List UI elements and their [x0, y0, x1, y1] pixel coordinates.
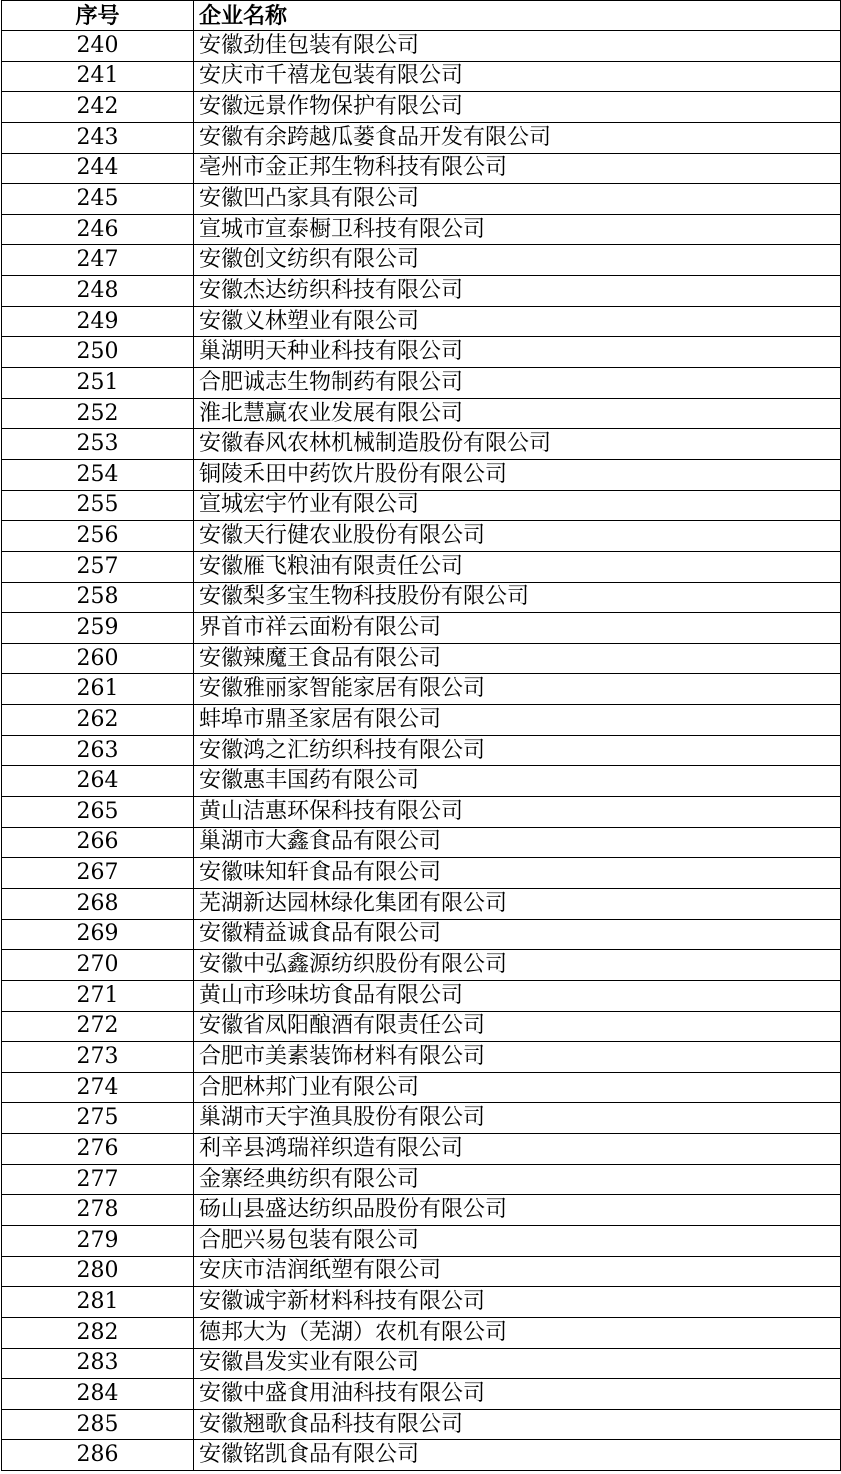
- table-header-row: [2, 1, 841, 31]
- company-name-cell: 安庆市洁润纸塑有限公司: [194, 1256, 841, 1287]
- table-row: [2, 368, 841, 399]
- table-row: [2, 980, 841, 1011]
- table-row: [2, 827, 841, 858]
- table-row: [2, 153, 841, 184]
- table-row: [2, 337, 841, 368]
- serial-number-cell: 245: [2, 184, 194, 215]
- company-name-cell: 黄山洁惠环保科技有限公司: [194, 797, 841, 828]
- company-name-cell: 安徽诚宇新材料科技有限公司: [194, 1287, 841, 1318]
- serial-number-cell: 278: [2, 1195, 194, 1226]
- company-name-cell: 安徽惠丰国药有限公司: [194, 766, 841, 797]
- company-name-cell: 巢湖市大鑫食品有限公司: [194, 827, 841, 858]
- table-row: [2, 1409, 841, 1440]
- company-name-cell: 合肥兴易包装有限公司: [194, 1225, 841, 1256]
- serial-number-cell: 274: [2, 1072, 194, 1103]
- table-row: [2, 735, 841, 766]
- table-row: [2, 1011, 841, 1042]
- table-row: [2, 1256, 841, 1287]
- serial-number-cell: 268: [2, 888, 194, 919]
- serial-number-cell: 251: [2, 368, 194, 399]
- table-row: [2, 1317, 841, 1348]
- company-name-cell: 安徽翘歌食品科技有限公司: [194, 1409, 841, 1440]
- serial-number-cell: 263: [2, 735, 194, 766]
- serial-number-cell: 267: [2, 858, 194, 889]
- table-row: [2, 705, 841, 736]
- serial-number-cell: 247: [2, 245, 194, 276]
- serial-number-cell: 275: [2, 1103, 194, 1134]
- table-row: [2, 643, 841, 674]
- company-name-cell: 金寨经典纺织有限公司: [194, 1164, 841, 1195]
- company-name-cell: 安庆市千禧龙包装有限公司: [194, 61, 841, 92]
- serial-number-cell: 281: [2, 1287, 194, 1318]
- company-name-cell: 安徽铭凯食品有限公司: [194, 1440, 841, 1471]
- serial-number-cell: 279: [2, 1225, 194, 1256]
- serial-number-cell: 269: [2, 919, 194, 950]
- serial-number-cell: 272: [2, 1011, 194, 1042]
- company-name-cell: 合肥市美素装饰材料有限公司: [194, 1042, 841, 1073]
- company-name-cell: 芜湖新达园林绿化集团有限公司: [194, 888, 841, 919]
- company-name-cell: 黄山市珍味坊食品有限公司: [194, 980, 841, 1011]
- serial-number-cell: 252: [2, 398, 194, 429]
- company-name-cell: 合肥诚志生物制药有限公司: [194, 368, 841, 399]
- company-name-cell: 安徽杰达纺织科技有限公司: [194, 276, 841, 307]
- serial-number-cell: 270: [2, 950, 194, 981]
- table-row: [2, 613, 841, 644]
- company-name-cell: 安徽味知轩食品有限公司: [194, 858, 841, 889]
- company-name-cell: 安徽有余跨越瓜蒌食品开发有限公司: [194, 122, 841, 153]
- table-body: [2, 31, 841, 1471]
- table-row: [2, 797, 841, 828]
- company-name-cell: 宣城市宣泰橱卫科技有限公司: [194, 214, 841, 245]
- company-name-cell: 安徽雁飞粮油有限责任公司: [194, 551, 841, 582]
- company-name-cell: 淮北慧赢农业发展有限公司: [194, 398, 841, 429]
- serial-number-cell: 286: [2, 1440, 194, 1471]
- serial-number-cell: 246: [2, 214, 194, 245]
- table-row: [2, 184, 841, 215]
- serial-number-cell: 277: [2, 1164, 194, 1195]
- company-name-cell: 宣城宏宇竹业有限公司: [194, 490, 841, 521]
- table-row: [2, 459, 841, 490]
- header-serial-number: 序号: [2, 1, 194, 31]
- company-name-cell: 利辛县鸿瑞祥织造有限公司: [194, 1134, 841, 1165]
- table-row: [2, 1164, 841, 1195]
- serial-number-cell: 262: [2, 705, 194, 736]
- company-name-cell: 安徽梨多宝生物科技股份有限公司: [194, 582, 841, 613]
- table-row: [2, 919, 841, 950]
- company-name-cell: 安徽中弘鑫源纺织股份有限公司: [194, 950, 841, 981]
- company-name-cell: 蚌埠市鼎圣家居有限公司: [194, 705, 841, 736]
- table-row: [2, 31, 841, 62]
- company-name-cell: 安徽省凤阳酿酒有限责任公司: [194, 1011, 841, 1042]
- table-row: [2, 214, 841, 245]
- serial-number-cell: 256: [2, 521, 194, 552]
- table-row: [2, 1103, 841, 1134]
- company-name-cell: 亳州市金正邦生物科技有限公司: [194, 153, 841, 184]
- company-name-cell: 安徽创文纺织有限公司: [194, 245, 841, 276]
- table-row: [2, 490, 841, 521]
- table-row: [2, 1195, 841, 1226]
- serial-number-cell: 282: [2, 1317, 194, 1348]
- table-row: [2, 551, 841, 582]
- serial-number-cell: 250: [2, 337, 194, 368]
- company-table: [1, 0, 841, 1471]
- serial-number-cell: 240: [2, 31, 194, 62]
- serial-number-cell: 266: [2, 827, 194, 858]
- company-name-cell: 砀山县盛达纺织品股份有限公司: [194, 1195, 841, 1226]
- table-row: [2, 276, 841, 307]
- company-name-cell: 界首市祥云面粉有限公司: [194, 613, 841, 644]
- serial-number-cell: 242: [2, 92, 194, 123]
- serial-number-cell: 243: [2, 122, 194, 153]
- serial-number-cell: 259: [2, 613, 194, 644]
- serial-number-cell: 280: [2, 1256, 194, 1287]
- serial-number-cell: 248: [2, 276, 194, 307]
- table-row: [2, 1225, 841, 1256]
- serial-number-cell: 260: [2, 643, 194, 674]
- serial-number-cell: 257: [2, 551, 194, 582]
- serial-number-cell: 254: [2, 459, 194, 490]
- company-name-cell: 合肥林邦门业有限公司: [194, 1072, 841, 1103]
- table-row: [2, 766, 841, 797]
- table-row: [2, 1440, 841, 1471]
- company-name-cell: 安徽远景作物保护有限公司: [194, 92, 841, 123]
- company-name-cell: 安徽鸿之汇纺织科技有限公司: [194, 735, 841, 766]
- table-row: [2, 674, 841, 705]
- company-name-cell: 安徽辣魔王食品有限公司: [194, 643, 841, 674]
- table-row: [2, 245, 841, 276]
- table-row: [2, 1042, 841, 1073]
- table-row: [2, 398, 841, 429]
- serial-number-cell: 241: [2, 61, 194, 92]
- company-name-cell: 安徽春风农林机械制造股份有限公司: [194, 429, 841, 460]
- company-name-cell: 巢湖市天宇渔具股份有限公司: [194, 1103, 841, 1134]
- serial-number-cell: 284: [2, 1379, 194, 1410]
- table-row: [2, 521, 841, 552]
- company-name-cell: 安徽雅丽家智能家居有限公司: [194, 674, 841, 705]
- company-name-cell: 铜陵禾田中药饮片股份有限公司: [194, 459, 841, 490]
- table-row: [2, 1348, 841, 1379]
- serial-number-cell: 249: [2, 306, 194, 337]
- table-row: [2, 122, 841, 153]
- serial-number-cell: 285: [2, 1409, 194, 1440]
- table-row: [2, 582, 841, 613]
- table-row: [2, 1134, 841, 1165]
- serial-number-cell: 273: [2, 1042, 194, 1073]
- company-name-cell: 安徽劲佳包装有限公司: [194, 31, 841, 62]
- company-name-cell: 安徽凹凸家具有限公司: [194, 184, 841, 215]
- table-row: [2, 61, 841, 92]
- table-row: [2, 429, 841, 460]
- table-row: [2, 1379, 841, 1410]
- table-row: [2, 888, 841, 919]
- table-row: [2, 950, 841, 981]
- serial-number-cell: 255: [2, 490, 194, 521]
- serial-number-cell: 261: [2, 674, 194, 705]
- serial-number-cell: 244: [2, 153, 194, 184]
- company-name-cell: 巢湖明天种业科技有限公司: [194, 337, 841, 368]
- table-row: [2, 1287, 841, 1318]
- serial-number-cell: 283: [2, 1348, 194, 1379]
- company-name-cell: 安徽义林塑业有限公司: [194, 306, 841, 337]
- serial-number-cell: 253: [2, 429, 194, 460]
- company-name-cell: 安徽昌发实业有限公司: [194, 1348, 841, 1379]
- company-name-cell: 安徽中盛食用油科技有限公司: [194, 1379, 841, 1410]
- company-name-cell: 安徽天行健农业股份有限公司: [194, 521, 841, 552]
- table-row: [2, 858, 841, 889]
- company-name-cell: 安徽精益诚食品有限公司: [194, 919, 841, 950]
- serial-number-cell: 276: [2, 1134, 194, 1165]
- table-row: [2, 92, 841, 123]
- company-name-cell: 德邦大为（芜湖）农机有限公司: [194, 1317, 841, 1348]
- serial-number-cell: 271: [2, 980, 194, 1011]
- serial-number-cell: 265: [2, 797, 194, 828]
- table-row: [2, 306, 841, 337]
- serial-number-cell: 264: [2, 766, 194, 797]
- serial-number-cell: 258: [2, 582, 194, 613]
- table-row: [2, 1072, 841, 1103]
- header-company-name: 企业名称: [194, 1, 841, 31]
